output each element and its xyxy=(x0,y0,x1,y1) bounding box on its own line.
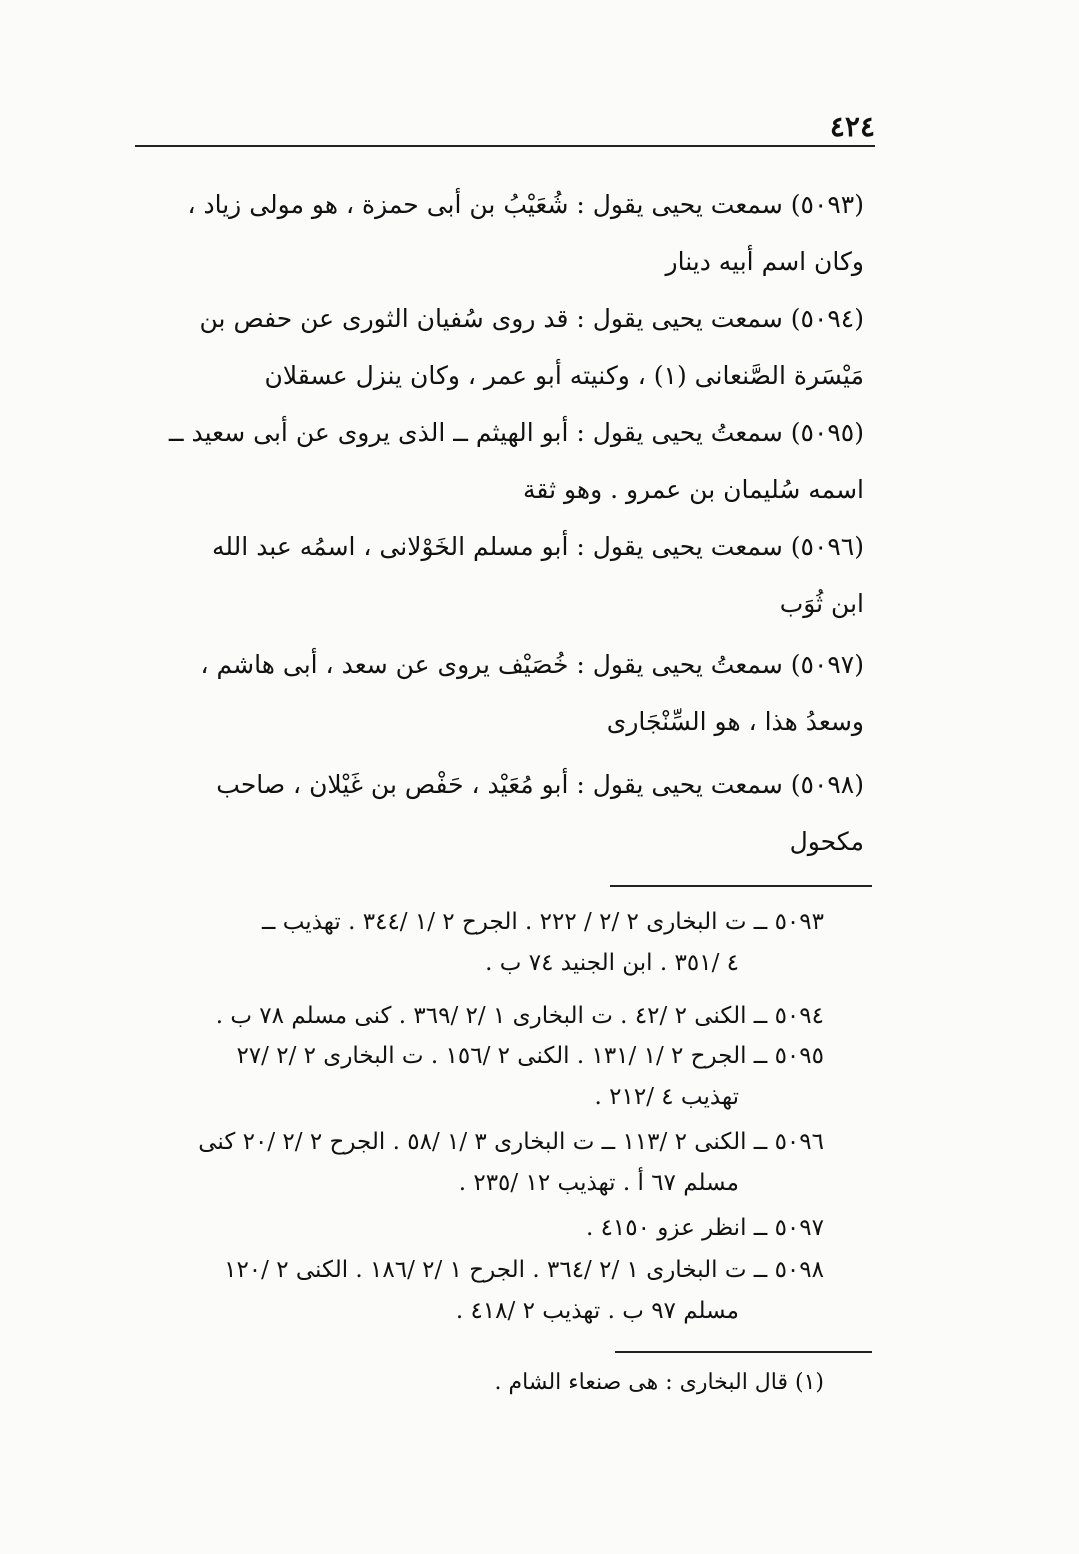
note-line: ٥٠٩٦ ــ الكنى ٢ /١١٣ ــ ت البخارى ٣ /١ /٥٨ . الجرح ٢ /٢ /٢٠ كنى xyxy=(198,1129,824,1155)
entry-5097 xyxy=(200,636,864,750)
entry-line: اسمه سُليمان بن عمرو . وهو ثقة xyxy=(523,475,864,504)
entry-line: (٥٠٩٤) سمعت يحيى يقول : قد روى سُفيان الثورى عن حفص بن xyxy=(199,304,864,333)
entry-5095 xyxy=(168,404,864,518)
note-line: ٥٠٩٨ ــ ت البخارى ١ /٢ /٣٦٤ . الجرح ١ /٢ /١٨٦ . الكنى ٢ /١٢٠ xyxy=(224,1257,824,1283)
entry-line: مكحول xyxy=(789,827,864,856)
note-line: مسلم ٩٧ ب . تهذيب ٢ /٤١٨ . xyxy=(455,1298,739,1324)
note-5098 xyxy=(224,1250,824,1332)
entry-line: (٥٠٩٦) سمعت يحيى يقول : أبو مسلم الخَوْلانى ، اسمُه عبد الله xyxy=(212,532,864,561)
entry-5098 xyxy=(214,756,864,870)
note-line: تهذيب ٤ /٢١٢ . xyxy=(594,1084,739,1110)
entry-line: (٥٠٩٧) سمعتُ يحيى يقول : خُصَيْف يروى عن سعد ، أبى هاشم ، xyxy=(200,650,864,679)
entry-line: (٥٠٩٨) سمعت يحيى يقول : أبو مُعَيْد ، حَفْص بن غَيْلان ، صاحب xyxy=(216,770,864,799)
entry-5094 xyxy=(199,290,864,404)
note-5093 xyxy=(262,902,824,984)
note-line: ٥٠٩٧ ــ انظر عزو ٤١٥٠ . xyxy=(585,1215,824,1241)
header-rule xyxy=(135,145,875,147)
entry-line: (٥٠٩٥) سمعتُ يحيى يقول : أبو الهيثم ــ الذى يروى عن أبى سعيد ــ xyxy=(168,418,864,447)
note-5094 xyxy=(216,996,824,1037)
note-5096 xyxy=(198,1122,824,1204)
footnote: (١) قال البخارى : هى صنعاء الشام . xyxy=(494,1370,824,1395)
note-line: ٤ /٣٥١ . ابن الجنيد ٧٤ ب . xyxy=(485,950,739,976)
entry-line: (٥٠٩٣) سمعت يحيى يقول : شُعَيْبُ بن أبى حمزة ، هو مولى زياد ، xyxy=(187,190,864,219)
note-line: ٥٠٩٥ ــ الجرح ٢ /١ /١٣١ . الكنى ٢ /١٥٦ . ت البخارى ٢ /٢ /٢٧ xyxy=(236,1043,824,1069)
entry-5093 xyxy=(187,176,864,290)
entry-line: مَيْسَرة الصَّنعانى (١) ، وكنيته أبو عمر ، وكان ينزل عسقلان xyxy=(264,361,864,390)
note-5095 xyxy=(236,1036,824,1118)
note-line: مسلم ٦٧ أ . تهذيب ١٢ /٢٣٥ . xyxy=(458,1170,739,1196)
footnote-rule xyxy=(615,1351,872,1353)
entry-line: وسعدُ هذا ، هو السِّنْجَارى xyxy=(606,707,864,736)
note-5097 xyxy=(586,1208,824,1249)
entry-line: ابن ثُوَب xyxy=(779,589,864,618)
page-number: ٤٢٤ xyxy=(829,110,875,143)
entry-line: وكان اسم أبيه دينار xyxy=(665,247,864,276)
note-line: ٥٠٩٣ ــ ت البخارى ٢ /٢ / ٢٢٢ . الجرح ٢ /١ /٣٤٤ . تهذيب ــ xyxy=(261,909,824,935)
entry-5096 xyxy=(214,518,864,632)
notes-rule xyxy=(610,885,872,887)
note-line: ٥٠٩٤ ــ الكنى ٢ /٤٢ . ت البخارى ١ /٢ /٣٦٩ . كنى مسلم ٧٨ ب . xyxy=(215,1003,824,1029)
